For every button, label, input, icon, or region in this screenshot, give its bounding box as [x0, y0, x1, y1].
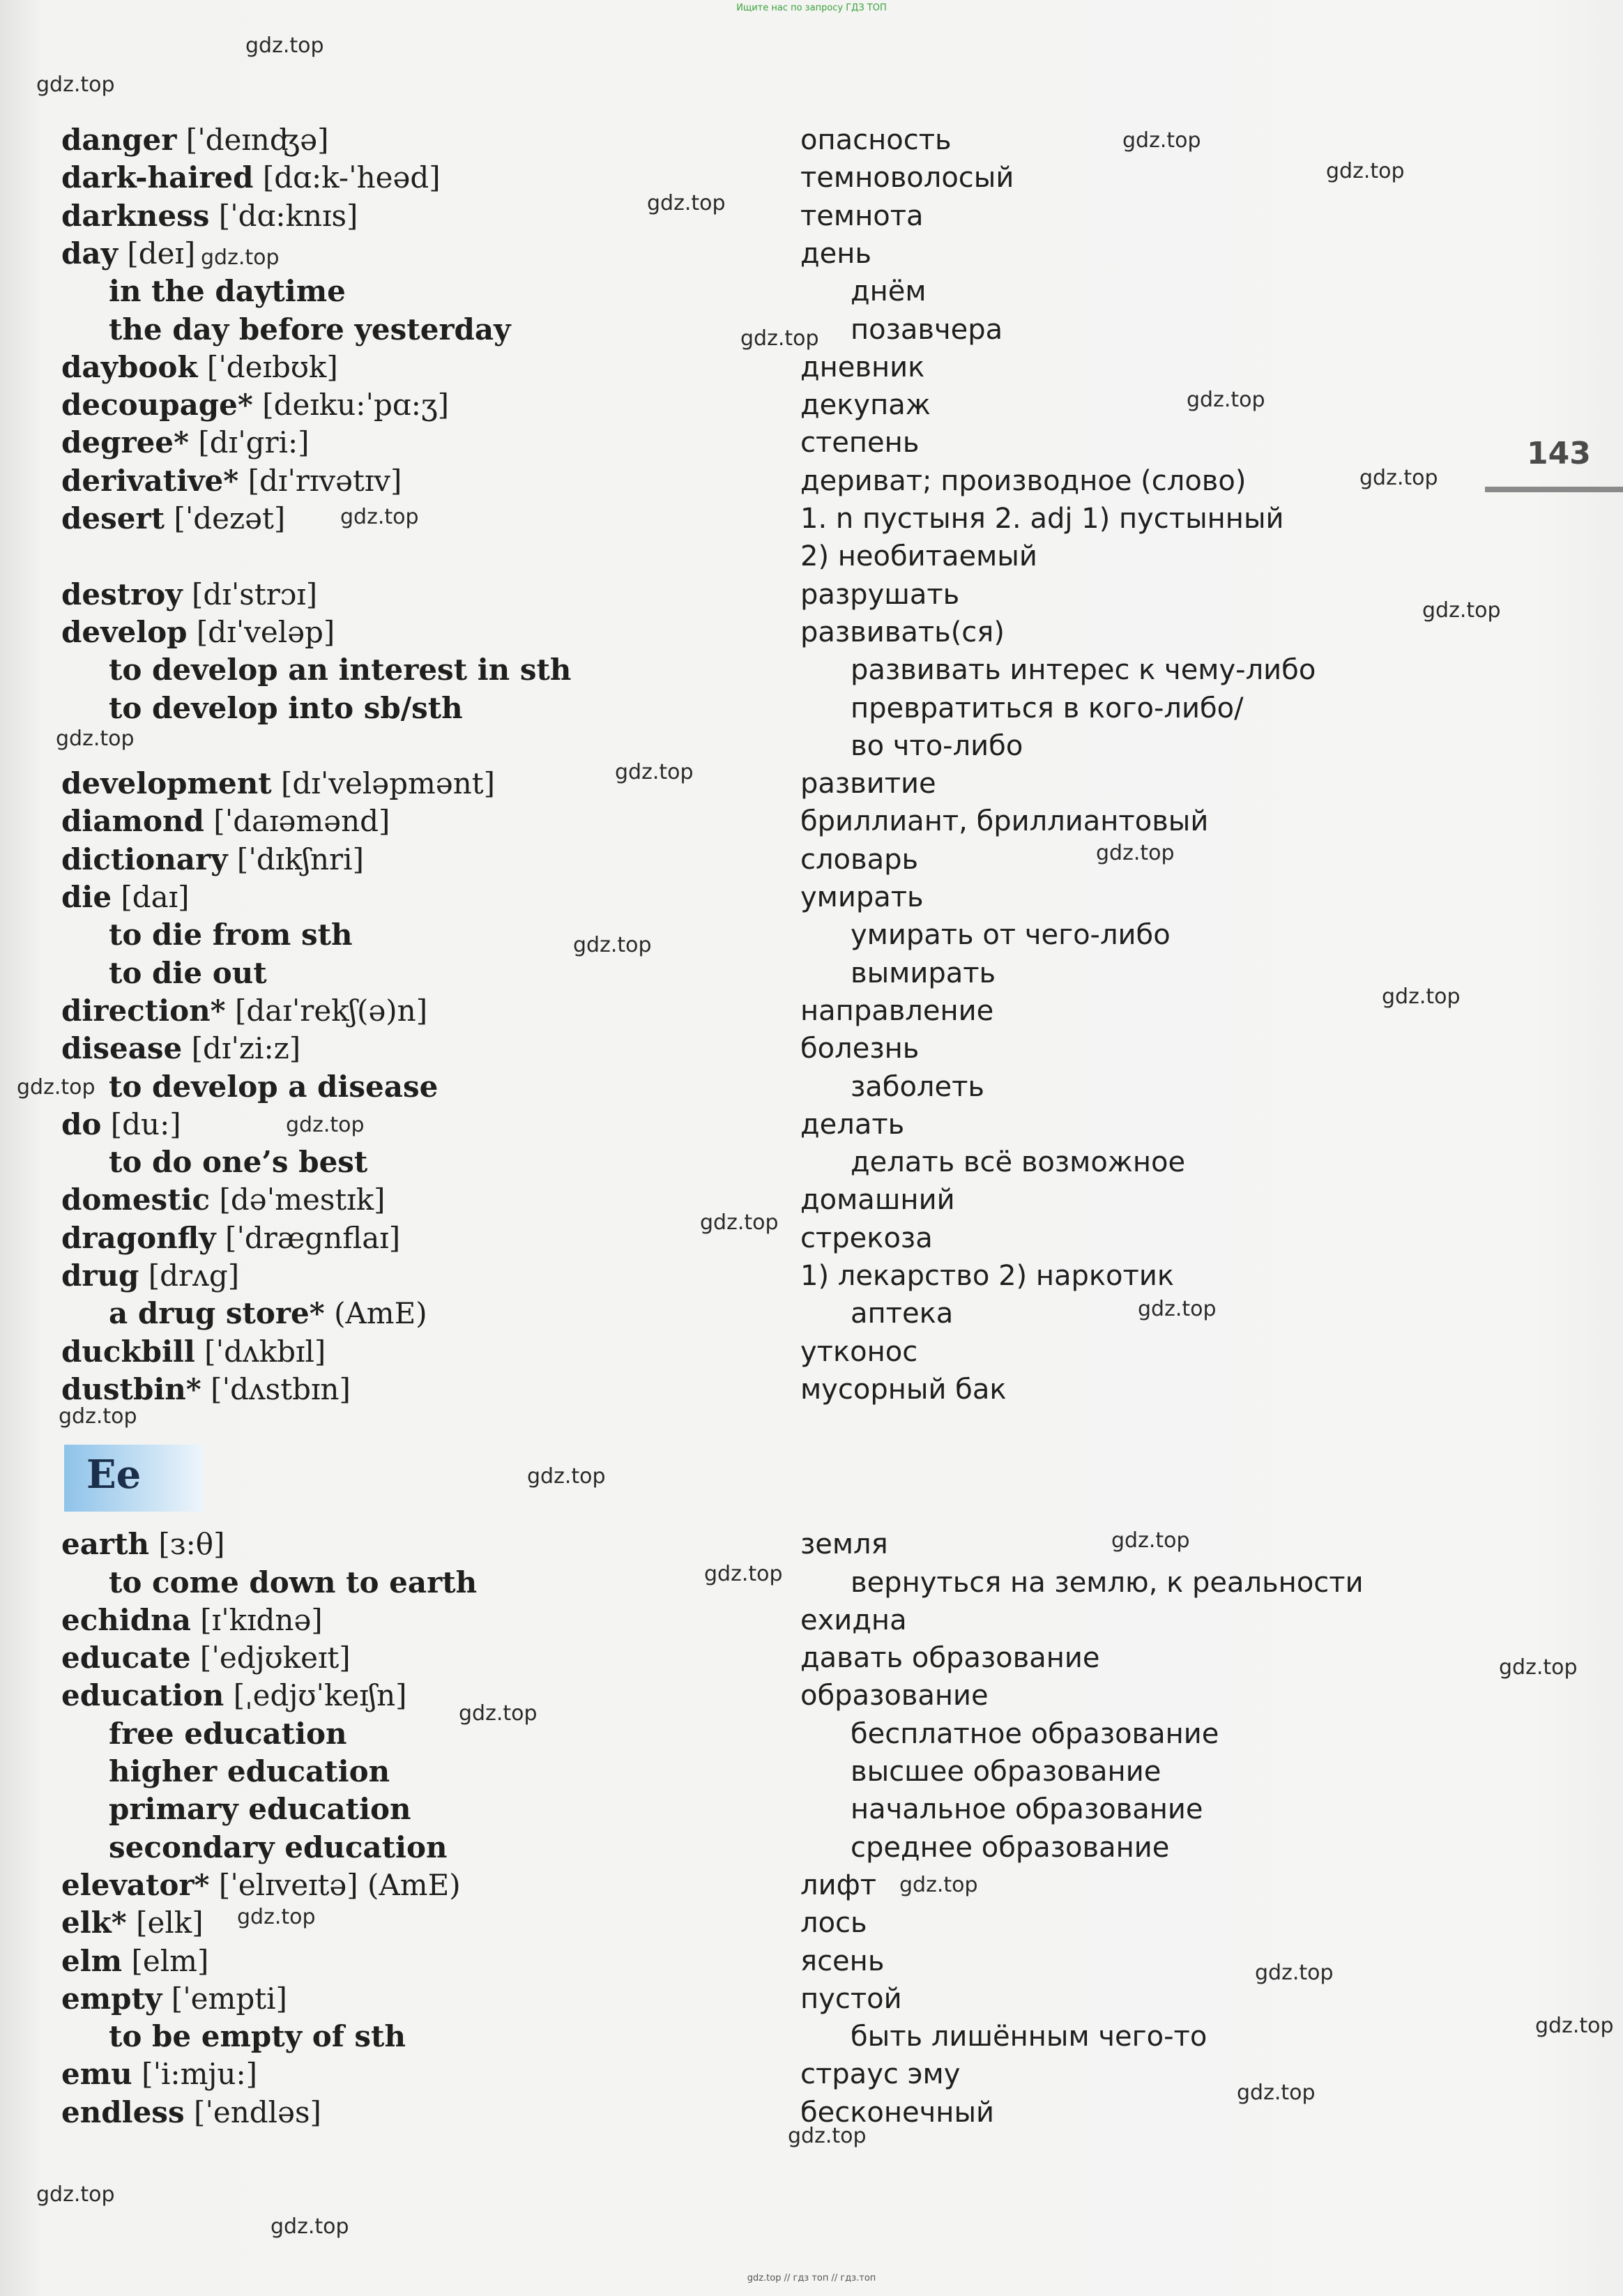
transcription: [ˈdʌkbɪl] [204, 1335, 326, 1369]
transcription: [dɪˈrɪvətɪv] [247, 464, 402, 498]
headword: elm [61, 1944, 123, 1978]
headword: duckbill [61, 1335, 195, 1369]
english-term [61, 1371, 351, 1408]
english-term [109, 311, 511, 349]
english-term [61, 879, 190, 916]
russian-translation: развивать интерес к чему-либо [851, 654, 1316, 686]
russian-translation: начальное образование [851, 1793, 1203, 1825]
dictionary-entry [0, 1980, 1464, 2018]
russian-translation: направление [800, 995, 994, 1027]
english-term [109, 2018, 406, 2055]
russian-translation: вымирать [851, 957, 996, 989]
english-term [61, 614, 335, 651]
watermark: gdz.top [36, 2182, 115, 2207]
dictionary-entry [0, 576, 1464, 614]
watermark: gdz.top [1535, 2014, 1614, 2038]
russian-translation: среднее образование [851, 1832, 1170, 1864]
dictionary-subentry [0, 727, 1464, 765]
dictionary-entry [0, 1257, 1464, 1295]
headword: dark-haired [61, 160, 254, 195]
watermark: gdz.top [740, 326, 819, 351]
headword: diamond [61, 804, 204, 838]
russian-translation: день [800, 238, 871, 270]
headword: danger [61, 123, 177, 157]
dictionary-entry [0, 1526, 1464, 1563]
headword: echidna [61, 1603, 191, 1637]
dictionary-entry [0, 1943, 1464, 1980]
english-term [61, 1181, 386, 1219]
transcription: [ˈdɪkʃnri] [236, 842, 364, 876]
headword: to develop an interest in sth [109, 653, 572, 687]
headword: drug [61, 1259, 139, 1293]
english-term [61, 424, 310, 462]
headword: derivative* [61, 464, 239, 498]
english-term [61, 1867, 461, 1904]
english-term [109, 916, 353, 954]
watermark: gdz.top [647, 191, 726, 215]
dictionary-entry [0, 1639, 1464, 1677]
headword: dragonfly [61, 1221, 216, 1255]
headword: disease [61, 1031, 183, 1065]
english-term [61, 1904, 204, 1942]
headword: to come down to earth [109, 1565, 478, 1599]
transcription: [з:θ] [158, 1527, 225, 1561]
russian-translation: умирать [800, 881, 924, 913]
headword: educate [61, 1641, 191, 1675]
russian-translation: страус эму [800, 2058, 961, 2090]
dictionary-subentry [0, 311, 1464, 349]
english-term [61, 1639, 351, 1677]
english-term [109, 1564, 477, 1602]
dictionary-entry [0, 1030, 1464, 1067]
russian-translation: превратиться в кого-либо/ [851, 692, 1244, 724]
headword: dustbin* [61, 1372, 201, 1406]
russian-translation: развивать(ся) [800, 616, 1005, 648]
dictionary-entry [0, 1867, 1464, 1904]
watermark: gdz.top [1187, 388, 1265, 412]
headword: decoupage* [61, 388, 253, 422]
headword: darkness [61, 199, 210, 233]
russian-translation: пустой [800, 1983, 902, 2015]
dictionary-entry [0, 841, 1464, 879]
english-term [61, 386, 449, 424]
english-term [61, 1106, 181, 1143]
transcription: [daɪ] [121, 880, 190, 914]
headword: elk* [61, 1906, 127, 1940]
watermark: gdz.top [56, 727, 135, 751]
russian-translation: болезнь [800, 1033, 920, 1065]
dictionary-entry [0, 500, 1464, 538]
russian-translation: ясень [800, 1945, 885, 1977]
headword: desert [61, 501, 165, 535]
dictionary-subentry [0, 1715, 1464, 1753]
russian-translation: степень [800, 427, 920, 459]
english-term [61, 500, 285, 538]
english-term [61, 1677, 407, 1715]
headword: development [61, 766, 272, 800]
english-term [109, 690, 463, 727]
english-term [61, 1980, 287, 2018]
english-term [109, 1715, 347, 1753]
headword: domestic [61, 1183, 211, 1217]
english-term [61, 576, 317, 614]
transcription: [ˈdɑ:knɪs] [218, 199, 358, 233]
russian-translation: днём [851, 275, 927, 307]
transcription: [ˈempti] [171, 1982, 287, 2016]
english-term [61, 2055, 257, 2093]
headword: free education [109, 1717, 347, 1751]
english-term [61, 1030, 300, 1067]
headword: emu [61, 2057, 132, 2091]
dictionary-entry [0, 765, 1464, 803]
dictionary-entry [0, 1904, 1464, 1942]
english-term [61, 159, 441, 197]
transcription: [ˈdaɪəmənd] [213, 804, 390, 838]
headword: degree* [61, 425, 189, 459]
english-term [61, 235, 195, 273]
watermark: gdz.top [1422, 598, 1501, 623]
watermark: gdz.top [704, 1562, 783, 1586]
dictionary-entry [0, 538, 1464, 575]
headword: endless [61, 2095, 185, 2129]
transcription: [drʌg] [148, 1259, 240, 1293]
section-header-label: Ee [86, 1452, 142, 1498]
headword: develop [61, 615, 188, 649]
watermark: gdz.top [1122, 128, 1201, 153]
english-term [109, 1143, 367, 1181]
watermark: gdz.top [788, 2124, 867, 2148]
dictionary-entry [0, 1333, 1464, 1371]
transcription: [dɪˈstrɔɪ] [192, 577, 318, 611]
dictionary-entry [0, 614, 1464, 651]
english-term [61, 1333, 326, 1371]
page-number: 143 [1527, 436, 1591, 471]
headword: die [61, 880, 112, 914]
russian-translation: 2) необитаемый [800, 540, 1037, 572]
russian-translation: во что-либо [851, 730, 1023, 762]
watermark: gdz.top [340, 505, 419, 529]
header-note: Ищите нас по запросу ГДЗ ТОП [736, 3, 887, 13]
watermark: gdz.top [201, 245, 280, 270]
headword: to develop into sb/sth [109, 691, 463, 725]
russian-translation: делать [800, 1109, 905, 1141]
headword: to do one’s best [109, 1145, 368, 1179]
transcription: [dɪˈveləpmənt] [281, 766, 496, 800]
russian-translation: словарь [800, 844, 919, 876]
headword: empty [61, 1982, 162, 2016]
english-term [109, 1791, 411, 1828]
dictionary-entry [0, 1602, 1464, 1639]
watermark: gdz.top [527, 1464, 606, 1489]
dictionary-entry [0, 349, 1464, 386]
headword: higher education [109, 1754, 390, 1788]
russian-translation: образование [800, 1680, 989, 1712]
watermark: gdz.top [573, 933, 652, 957]
english-term [61, 197, 358, 235]
headword: to die out [109, 956, 267, 990]
headword: the day before yesterday [109, 312, 511, 347]
russian-translation: дериват; производное (слово) [800, 465, 1247, 497]
transcription: [ˈdezət] [174, 501, 286, 535]
transcription: [dɑ:k-ˈheəd] [262, 160, 441, 195]
english-term [109, 1753, 390, 1791]
watermark: gdz.top [245, 33, 324, 58]
transcription: [ˈdeɪnʤə] [185, 123, 329, 157]
english-term [109, 651, 571, 689]
dictionary-subentry [0, 955, 1464, 992]
russian-translation: аптека [851, 1298, 954, 1330]
transcription: [ˈelɪveɪtə] (AmE) [218, 1868, 461, 1902]
transcription: [dɪˈgri:] [198, 425, 310, 459]
watermark: gdz.top [237, 1905, 316, 1929]
dictionary-entry [0, 121, 1464, 159]
dictionary-subentry [0, 1829, 1464, 1867]
headword: day [61, 236, 118, 271]
headword: education [61, 1678, 224, 1712]
russian-translation: лось [800, 1907, 867, 1939]
russian-translation: домашний [800, 1184, 955, 1216]
watermark: gdz.top [17, 1075, 96, 1100]
dictionary-subentry [0, 1753, 1464, 1791]
russian-translation: развитие [800, 768, 936, 800]
transcription: [elk] [136, 1906, 204, 1940]
english-term [61, 1943, 208, 1980]
transcription: [ˈdeɪbʊk] [206, 350, 338, 384]
dictionary-entry [0, 462, 1464, 500]
headword: dictionary [61, 842, 228, 876]
watermark: gdz.top [59, 1404, 137, 1429]
watermark: gdz.top [1499, 1655, 1578, 1680]
headword: destroy [61, 577, 183, 611]
russian-translation: 1. n пустыня 2. adj 1) пустынный [800, 503, 1284, 535]
watermark: gdz.top [270, 2214, 349, 2239]
watermark: gdz.top [1359, 466, 1438, 490]
dictionary-subentry [0, 1295, 1464, 1332]
russian-translation: 1) лекарство 2) наркотик [800, 1260, 1174, 1292]
english-term [61, 462, 402, 500]
english-term [61, 1526, 224, 1563]
headword: direction* [61, 994, 226, 1028]
dictionary-entry [0, 1371, 1464, 1408]
headword: daybook [61, 350, 198, 384]
russian-translation: делать всё возможное [851, 1146, 1186, 1178]
watermark: gdz.top [899, 1873, 978, 1897]
watermark: gdz.top [1138, 1297, 1217, 1321]
english-term [61, 1257, 239, 1295]
transcription: [ˈi:mju:] [142, 2057, 258, 2091]
russian-translation: мусорный бак [800, 1374, 1007, 1406]
english-term [109, 273, 346, 310]
russian-translation: утконос [800, 1336, 918, 1368]
headword: do [61, 1107, 102, 1141]
russian-translation: лифт [800, 1869, 877, 1901]
headword: earth [61, 1527, 149, 1561]
russian-translation: бесплатное образование [851, 1718, 1219, 1750]
headword: secondary education [109, 1830, 448, 1864]
english-term [61, 2094, 321, 2131]
watermark: gdz.top [459, 1701, 538, 1726]
russian-translation: давать образование [800, 1642, 1100, 1674]
dictionary-entry [0, 1677, 1464, 1715]
dictionary-subentry [0, 273, 1464, 310]
dictionary-entry [0, 992, 1464, 1030]
dictionary-entry [0, 803, 1464, 840]
english-term [61, 1219, 400, 1257]
watermark: gdz.top [286, 1113, 365, 1137]
headword: to be empty of sth [109, 2019, 406, 2053]
headword: to develop a disease [109, 1070, 439, 1104]
watermark: gdz.top [1096, 841, 1175, 865]
english-term [61, 349, 338, 386]
watermark: gdz.top [1382, 984, 1461, 1009]
transcription: [elm] [131, 1944, 209, 1978]
dictionary-entry [0, 197, 1464, 235]
watermark: gdz.top [1326, 159, 1405, 183]
russian-translation: декупаж [800, 389, 931, 421]
russian-translation: умирать от чего-либо [851, 919, 1171, 951]
russian-translation: земля [800, 1528, 888, 1560]
dictionary-entry [0, 879, 1464, 916]
headword: in the daytime [109, 274, 346, 308]
dictionary-entry [0, 424, 1464, 462]
transcription: [daɪˈrekʃ(ə)n] [234, 994, 428, 1028]
transcription: [ˈedjʊkeɪt] [199, 1641, 351, 1675]
russian-translation: заболеть [851, 1071, 984, 1103]
headword: elevator* [61, 1868, 210, 1902]
russian-translation: дневник [800, 351, 925, 383]
dictionary-subentry [0, 2018, 1464, 2055]
transcription: [du:] [110, 1107, 181, 1141]
transcription: [ɪˈkɪdnə] [200, 1603, 323, 1637]
watermark: gdz.top [1111, 1528, 1190, 1553]
english-term [109, 1068, 438, 1106]
english-term [61, 992, 427, 1030]
dictionary-subentry [0, 1791, 1464, 1828]
transcription: [deɪ] [127, 236, 196, 271]
russian-translation: бесконечный [800, 2097, 995, 2129]
russian-translation: разрушать [800, 579, 960, 611]
russian-translation: высшее образование [851, 1756, 1161, 1788]
footer-note: gdz.top // гдз топ // гдз.топ [747, 2273, 876, 2283]
english-term [61, 121, 329, 159]
headword: primary education [109, 1792, 411, 1826]
english-term [109, 955, 267, 992]
english-term [109, 1829, 448, 1867]
dictionary-subentry [0, 916, 1464, 954]
dictionary-subentry [0, 1143, 1464, 1181]
transcription: [ˌedjʊˈkeɪʃn] [233, 1678, 407, 1712]
dictionary-subentry [0, 651, 1464, 689]
english-term [61, 765, 495, 803]
russian-translation: стрекоза [800, 1222, 933, 1254]
dictionary-subentry [0, 1068, 1464, 1106]
russian-translation: опасность [800, 124, 952, 156]
headword: to die from sth [109, 918, 353, 952]
transcription: [dɪˈveləp] [196, 615, 335, 649]
english-term [61, 841, 364, 879]
transcription: [ˈdʌstbɪn] [211, 1372, 351, 1406]
dictionary-entry [0, 1106, 1464, 1143]
russian-translation: позавчера [851, 314, 1003, 346]
english-term [109, 1295, 427, 1332]
english-term [61, 1602, 323, 1639]
watermark: gdz.top [36, 73, 115, 97]
russian-translation: темнота [800, 200, 924, 232]
transcription: [dəˈmestɪk] [219, 1183, 386, 1217]
transcription: [ˈendləs] [193, 2095, 321, 2129]
transcription: (AmE) [334, 1296, 427, 1330]
russian-translation: вернуться на землю, к реальности [851, 1567, 1364, 1599]
transcription: [deɪku:ˈpɑ:ʒ] [262, 388, 449, 422]
russian-translation: ехидна [800, 1604, 907, 1636]
russian-translation: бриллиант, бриллиантовый [800, 805, 1209, 837]
watermark: gdz.top [1237, 2081, 1316, 2105]
transcription: [ˈdrægnflaɪ] [224, 1221, 401, 1255]
russian-translation: быть лишённым чего-то [851, 2021, 1207, 2053]
watermark: gdz.top [615, 760, 694, 784]
dictionary-subentry [0, 690, 1464, 727]
transcription: [dɪˈzi:z] [191, 1031, 301, 1065]
watermark: gdz.top [1255, 1961, 1334, 1985]
watermark: gdz.top [700, 1210, 779, 1235]
dictionary-entry [0, 159, 1464, 197]
russian-translation: темноволосый [800, 162, 1014, 194]
english-term [61, 803, 390, 840]
headword: a drug store* [109, 1296, 325, 1330]
